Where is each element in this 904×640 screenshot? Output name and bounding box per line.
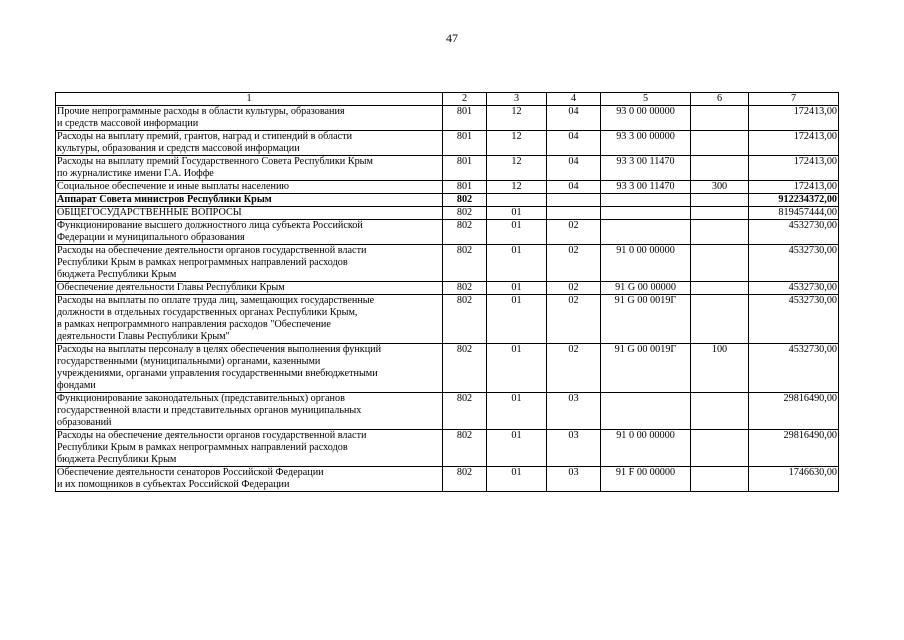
- row-name: Расходы на обеспечение деятельности органов государственной власти Республики Крым в рамках непрограммных направлений расходов бюджета Республики Крым: [56, 430, 443, 467]
- row-subsection: 04: [547, 131, 601, 156]
- row-expense-type: [691, 106, 749, 131]
- row-amount: 1746630,00: [749, 467, 839, 492]
- row-target-article: 91 0 00 00000: [601, 430, 691, 467]
- row-amount: 172413,00: [749, 156, 839, 181]
- row-name: Расходы на выплаты по оплате труда лиц, замещающих государственные должности в отдельных государственных органах Республики Крым, в рамках непрограммного направления расходов "Обеспечение деятельности Главы Республики Крым": [56, 295, 443, 344]
- table-row: [56, 181, 839, 194]
- row-name: Социальное обеспечение и иные выплаты населению: [56, 181, 443, 194]
- row-target-article: 93 0 00 00000: [601, 106, 691, 131]
- row-amount: 29816490,00: [749, 393, 839, 430]
- row-subsection: 04: [547, 106, 601, 131]
- row-section: 01: [487, 220, 547, 245]
- row-amount: 29816490,00: [749, 430, 839, 467]
- table-row: [56, 295, 839, 344]
- table-row: [56, 194, 839, 207]
- row-amount: 172413,00: [749, 131, 839, 156]
- row-target-article: [601, 207, 691, 220]
- table-row: [56, 430, 839, 467]
- row-amount: 172413,00: [749, 106, 839, 131]
- row-admin-code: 802: [443, 282, 487, 295]
- row-expense-type: [691, 207, 749, 220]
- row-name: Функционирование высшего должностного лица субъекта Российской Федерации и муниципального образования: [56, 220, 443, 245]
- column-header: 3: [487, 93, 547, 106]
- row-subsection: 02: [547, 282, 601, 295]
- row-target-article: 93 3 00 00000: [601, 131, 691, 156]
- row-name: Функционирование законодательных (представительных) органов государственной власти и представительных органов муниципальных образований: [56, 393, 443, 430]
- table-row: [56, 344, 839, 393]
- table-row: [56, 207, 839, 220]
- row-amount: 912234372,00: [749, 194, 839, 207]
- row-admin-code: 802: [443, 207, 487, 220]
- row-section: 01: [487, 245, 547, 282]
- row-expense-type: [691, 393, 749, 430]
- budget-table: [55, 92, 839, 492]
- table-row: [56, 245, 839, 282]
- row-target-article: 91 F 00 00000: [601, 467, 691, 492]
- row-name: Расходы на выплату премий, грантов, наград и стипендий в области культуры, образования и средств массовой информации: [56, 131, 443, 156]
- row-subsection: 02: [547, 245, 601, 282]
- row-amount: 4532730,00: [749, 282, 839, 295]
- column-header: 6: [691, 93, 749, 106]
- row-section: 01: [487, 295, 547, 344]
- row-expense-type: [691, 220, 749, 245]
- row-expense-type: [691, 295, 749, 344]
- row-admin-code: 801: [443, 131, 487, 156]
- row-expense-type: [691, 467, 749, 492]
- row-admin-code: 801: [443, 181, 487, 194]
- row-amount: 172413,00: [749, 181, 839, 194]
- row-admin-code: 802: [443, 344, 487, 393]
- row-subsection: 02: [547, 220, 601, 245]
- header-row: [56, 93, 839, 106]
- row-section: 01: [487, 344, 547, 393]
- table-row: [56, 156, 839, 181]
- row-expense-type: [691, 430, 749, 467]
- row-admin-code: 801: [443, 156, 487, 181]
- row-amount: 819457444,00: [749, 207, 839, 220]
- row-expense-type: 300: [691, 181, 749, 194]
- table-row: [56, 393, 839, 430]
- page-number: 47: [446, 31, 458, 45]
- row-subsection: 03: [547, 467, 601, 492]
- row-admin-code: 802: [443, 393, 487, 430]
- row-amount: 4532730,00: [749, 344, 839, 393]
- row-expense-type: [691, 194, 749, 207]
- column-header: 2: [443, 93, 487, 106]
- column-header: 5: [601, 93, 691, 106]
- row-name: Расходы на обеспечение деятельности органов государственной власти Республики Крым в рамках непрограммных направлений расходов бюджета Республики Крым: [56, 245, 443, 282]
- row-section: 01: [487, 430, 547, 467]
- row-name: Обеспечение деятельности сенаторов Российской Федерации и их помощников в субъектах Российской Федерации: [56, 467, 443, 492]
- row-subsection: 03: [547, 393, 601, 430]
- row-admin-code: 802: [443, 295, 487, 344]
- row-amount: 4532730,00: [749, 220, 839, 245]
- row-section: 01: [487, 467, 547, 492]
- row-subsection: 04: [547, 156, 601, 181]
- row-subsection: 04: [547, 181, 601, 194]
- column-header: 4: [547, 93, 601, 106]
- column-header: 7: [749, 93, 839, 106]
- table-row: [56, 131, 839, 156]
- row-section: 01: [487, 282, 547, 295]
- row-target-article: [601, 220, 691, 245]
- row-admin-code: 802: [443, 467, 487, 492]
- row-expense-type: [691, 282, 749, 295]
- row-name: Расходы на выплаты персоналу в целях обеспечения выполнения функций государственными (муниципальными) органами, казенными учреждениями, органами управления государственными внебюджетными фондами: [56, 344, 443, 393]
- row-subsection: [547, 207, 601, 220]
- row-target-article: 93 3 00 11470: [601, 156, 691, 181]
- table-row: [56, 282, 839, 295]
- table-row: [56, 106, 839, 131]
- row-target-article: 93 3 00 11470: [601, 181, 691, 194]
- row-subsection: 02: [547, 344, 601, 393]
- row-expense-type: [691, 245, 749, 282]
- row-section: 01: [487, 207, 547, 220]
- row-subsection: 03: [547, 430, 601, 467]
- row-section: [487, 194, 547, 207]
- row-name: Обеспечение деятельности Главы Республики Крым: [56, 282, 443, 295]
- column-header: 1: [56, 93, 443, 106]
- row-amount: 4532730,00: [749, 245, 839, 282]
- row-expense-type: 100: [691, 344, 749, 393]
- row-section: 01: [487, 393, 547, 430]
- row-target-article: [601, 393, 691, 430]
- row-expense-type: [691, 156, 749, 181]
- row-admin-code: 802: [443, 430, 487, 467]
- row-admin-code: 802: [443, 194, 487, 207]
- row-name: Аппарат Совета министров Республики Крым: [56, 194, 443, 207]
- row-admin-code: 802: [443, 220, 487, 245]
- row-target-article: 91 G 00 00000: [601, 282, 691, 295]
- row-target-article: 91 G 00 0019Г: [601, 344, 691, 393]
- row-section: 12: [487, 106, 547, 131]
- row-admin-code: 802: [443, 245, 487, 282]
- row-admin-code: 801: [443, 106, 487, 131]
- row-name: Прочие непрограммные расходы в области культуры, образования и средств массовой информации: [56, 106, 443, 131]
- row-amount: 4532730,00: [749, 295, 839, 344]
- row-target-article: 91 0 00 00000: [601, 245, 691, 282]
- row-section: 12: [487, 181, 547, 194]
- row-section: 12: [487, 131, 547, 156]
- row-expense-type: [691, 131, 749, 156]
- table-row: [56, 467, 839, 492]
- row-subsection: 02: [547, 295, 601, 344]
- row-target-article: [601, 194, 691, 207]
- row-name: Расходы на выплату премий Государственного Совета Республики Крым по журналистике имени Г.А. Иоффе: [56, 156, 443, 181]
- table-row: [56, 220, 839, 245]
- row-section: 12: [487, 156, 547, 181]
- row-name: ОБЩЕГОСУДАРСТВЕННЫЕ ВОПРОСЫ: [56, 207, 443, 220]
- row-target-article: 91 G 00 0019Г: [601, 295, 691, 344]
- row-subsection: [547, 194, 601, 207]
